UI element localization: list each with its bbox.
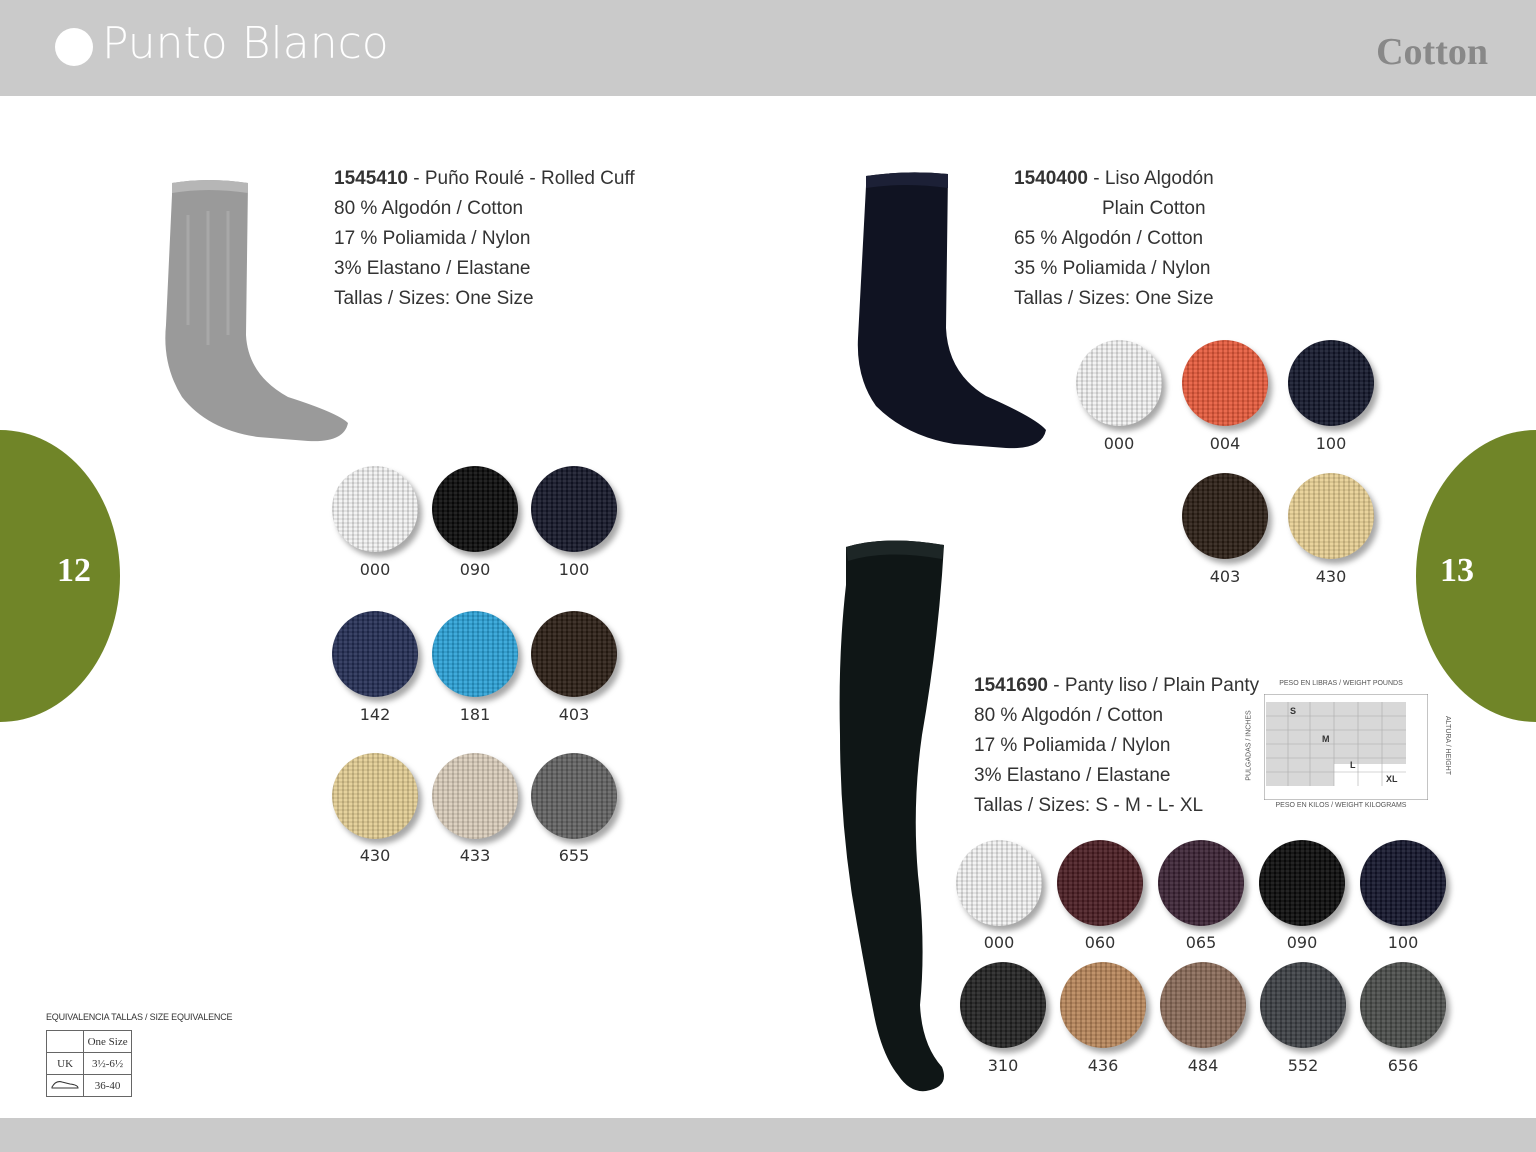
color-code: 484 bbox=[1187, 1056, 1219, 1075]
product-1541690-spec bbox=[974, 671, 1259, 821]
brand-logo-dot bbox=[55, 28, 93, 66]
size-chart-grid bbox=[1264, 694, 1428, 800]
color-swatch[interactable] bbox=[1288, 340, 1374, 426]
color-code: 656 bbox=[1387, 1056, 1419, 1075]
color-swatch[interactable] bbox=[332, 611, 418, 697]
color-swatch[interactable] bbox=[1182, 340, 1268, 426]
color-swatch[interactable] bbox=[332, 753, 418, 839]
product-name: - Panty liso / Plain Panty bbox=[1047, 675, 1260, 696]
spec-line: Plain Cotton bbox=[1102, 198, 1206, 219]
product-code: 1541690 bbox=[974, 675, 1048, 696]
size-chart bbox=[1236, 680, 1451, 810]
color-code: 436 bbox=[1087, 1056, 1119, 1075]
color-code: 090 bbox=[1286, 933, 1318, 952]
shoe-icon bbox=[47, 1075, 84, 1097]
color-code: 403 bbox=[1209, 567, 1241, 586]
color-swatch[interactable] bbox=[1160, 962, 1246, 1048]
color-code: 181 bbox=[459, 705, 491, 724]
size-chart-top-label: PESO EN LIBRAS / WEIGHT POUNDS bbox=[1279, 680, 1403, 687]
spec-line: Tallas / Sizes: S - M - L- XL bbox=[974, 795, 1204, 816]
color-code: 310 bbox=[987, 1056, 1019, 1075]
size-header: One Size bbox=[84, 1031, 132, 1053]
page-number-left: 12 bbox=[57, 552, 91, 589]
uk-label: UK bbox=[47, 1053, 84, 1075]
product-name: - Liso Algodón bbox=[1087, 168, 1214, 189]
page-tab-right bbox=[1416, 430, 1536, 722]
spec-line: 17 % Poliamida / Nylon bbox=[974, 735, 1171, 756]
color-swatch[interactable] bbox=[1057, 840, 1143, 926]
color-swatch[interactable] bbox=[960, 962, 1046, 1048]
color-swatch[interactable] bbox=[956, 840, 1042, 926]
size-xl-label: XL bbox=[1386, 774, 1398, 784]
color-swatch[interactable] bbox=[1158, 840, 1244, 926]
spec-line: Tallas / Sizes: One Size bbox=[1014, 288, 1214, 309]
product-1545410-spec bbox=[334, 164, 635, 314]
color-swatch[interactable] bbox=[1182, 473, 1268, 559]
size-equivalence bbox=[46, 1012, 233, 1092]
spec-line: 3% Elastano / Elastane bbox=[974, 765, 1171, 786]
color-swatch[interactable] bbox=[1060, 962, 1146, 1048]
color-swatch[interactable] bbox=[531, 753, 617, 839]
color-code: 090 bbox=[459, 560, 491, 579]
color-swatch[interactable] bbox=[1259, 840, 1345, 926]
color-code: 000 bbox=[359, 560, 391, 579]
spec-line: 80 % Algodón / Cotton bbox=[974, 705, 1164, 726]
color-code: 004 bbox=[1209, 434, 1241, 453]
size-chart-left-label: PULGADAS / INCHES bbox=[1245, 710, 1253, 781]
section-title: Cotton bbox=[1376, 31, 1488, 73]
product-name: - Puño Roulé - Rolled Cuff bbox=[407, 168, 635, 189]
header-bar bbox=[0, 0, 1536, 96]
color-code: 100 bbox=[1315, 434, 1347, 453]
color-swatch[interactable] bbox=[1076, 340, 1162, 426]
color-code: 060 bbox=[1084, 933, 1116, 952]
product-code: 1540400 bbox=[1014, 168, 1088, 189]
footer-bar bbox=[0, 1118, 1536, 1152]
spec-line: 65 % Algodón / Cotton bbox=[1014, 228, 1204, 249]
color-swatch[interactable] bbox=[1360, 962, 1446, 1048]
color-swatch[interactable] bbox=[1260, 962, 1346, 1048]
brand-logo: Punto Blanco bbox=[102, 18, 389, 69]
color-swatch[interactable] bbox=[432, 611, 518, 697]
size-chart-bottom-label: PESO EN KILOS / WEIGHT KILOGRAMS bbox=[1275, 802, 1407, 809]
color-code: 065 bbox=[1185, 933, 1217, 952]
spec-line: 80 % Algodón / Cotton bbox=[334, 198, 524, 219]
color-code: 655 bbox=[558, 846, 590, 865]
eu-value: 36-40 bbox=[84, 1075, 132, 1097]
page-number-right: 13 bbox=[1440, 552, 1474, 589]
size-s-label: S bbox=[1290, 706, 1297, 716]
size-equivalence-table bbox=[46, 1030, 132, 1097]
color-swatch[interactable] bbox=[531, 466, 617, 552]
color-code: 100 bbox=[558, 560, 590, 579]
color-code: 000 bbox=[983, 933, 1015, 952]
color-code: 403 bbox=[558, 705, 590, 724]
color-code: 552 bbox=[1287, 1056, 1319, 1075]
spec-line: 17 % Poliamida / Nylon bbox=[334, 228, 531, 249]
size-equivalence-title: EQUIVALENCIA TALLAS / SIZE EQUIVALENCE bbox=[46, 1012, 233, 1022]
color-swatch[interactable] bbox=[1288, 473, 1374, 559]
spec-line: 3% Elastano / Elastane bbox=[334, 258, 531, 279]
color-code: 142 bbox=[359, 705, 391, 724]
spec-line: 35 % Poliamida / Nylon bbox=[1014, 258, 1211, 279]
color-swatch[interactable] bbox=[432, 753, 518, 839]
size-l-label: L bbox=[1350, 760, 1356, 770]
tights-image bbox=[826, 535, 976, 1100]
size-m-label: M bbox=[1322, 734, 1330, 744]
color-swatch[interactable] bbox=[531, 611, 617, 697]
blank-cell bbox=[47, 1031, 84, 1053]
spec-line: Tallas / Sizes: One Size bbox=[334, 288, 534, 309]
color-code: 430 bbox=[359, 846, 391, 865]
color-code: 433 bbox=[459, 846, 491, 865]
color-swatch[interactable] bbox=[332, 466, 418, 552]
color-code: 100 bbox=[1387, 933, 1419, 952]
product-1540400-spec bbox=[1014, 164, 1214, 314]
size-chart-right-label: ALTURA / HEIGHT bbox=[1444, 716, 1451, 775]
grey-sock-image bbox=[148, 175, 360, 457]
color-code: 000 bbox=[1103, 434, 1135, 453]
uk-value: 3½-6½ bbox=[84, 1053, 132, 1075]
product-code: 1545410 bbox=[334, 168, 408, 189]
color-code: 430 bbox=[1315, 567, 1347, 586]
color-swatch[interactable] bbox=[432, 466, 518, 552]
color-swatch[interactable] bbox=[1360, 840, 1446, 926]
